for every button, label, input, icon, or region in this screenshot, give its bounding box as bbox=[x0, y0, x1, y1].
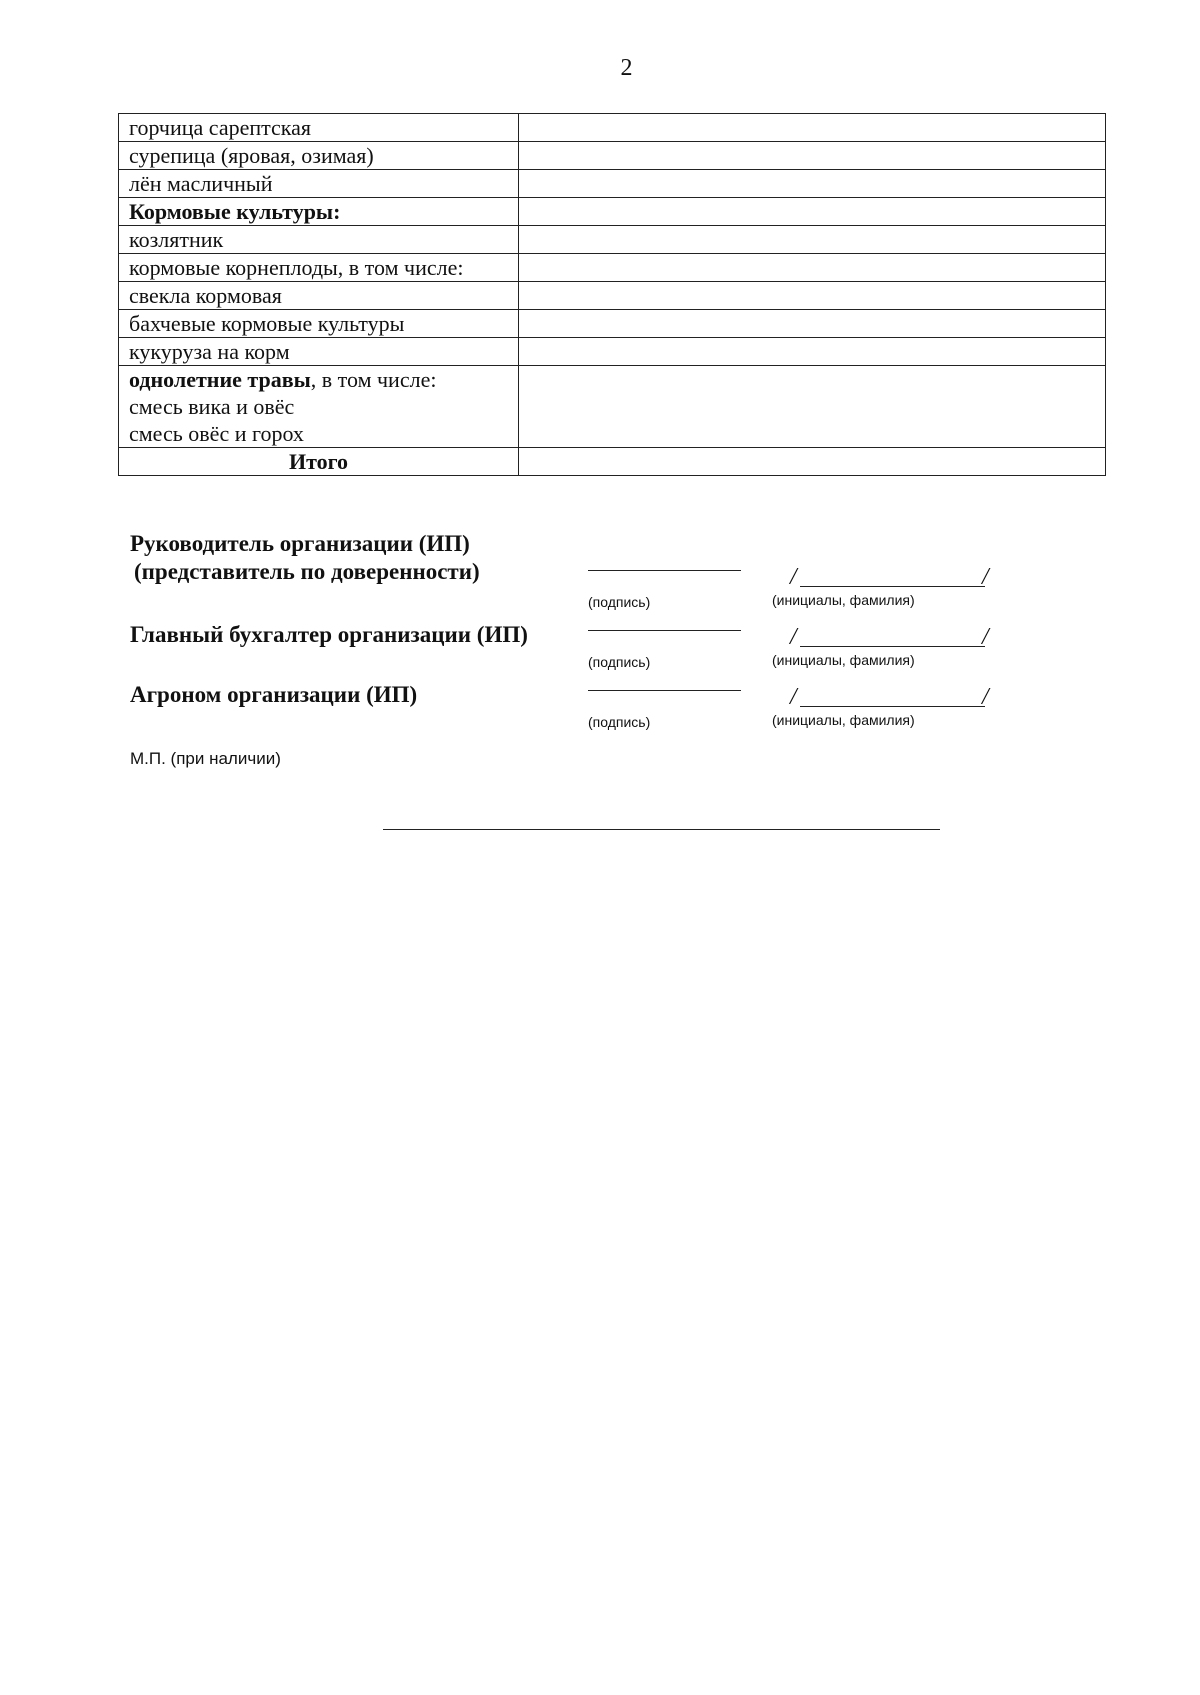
annual-grasses-title-rest: , в том числе: bbox=[310, 367, 437, 392]
agronomist-name-field[interactable] bbox=[800, 706, 985, 707]
accountant-slash-right: / bbox=[982, 624, 989, 650]
row-label: горчица сарептская bbox=[119, 114, 519, 142]
row-value-cell[interactable] bbox=[519, 142, 1106, 170]
agronomist-slash-left: / bbox=[790, 684, 797, 710]
head-subtitle: (представитель по доверенности) bbox=[134, 559, 480, 584]
table-row bbox=[119, 282, 1106, 310]
head-name-caption: (инициалы, фамилия) bbox=[772, 592, 915, 608]
agronomist-name-caption: (инициалы, фамилия) bbox=[772, 712, 915, 728]
row-value-cell[interactable] bbox=[519, 366, 1106, 448]
head-name-field[interactable] bbox=[800, 586, 985, 587]
annual-grasses-item: смесь овёс и горох bbox=[129, 421, 304, 446]
row-label: свекла кормовая bbox=[119, 282, 519, 310]
head-slash-right: / bbox=[982, 564, 989, 590]
head-title: Руководитель организации (ИП) bbox=[130, 531, 470, 556]
row-value-cell[interactable] bbox=[519, 170, 1106, 198]
page-number: 2 bbox=[620, 55, 633, 81]
agronomist-signature-field[interactable] bbox=[588, 690, 741, 691]
row-label: кукуруза на корм bbox=[119, 338, 519, 366]
head-signature-field[interactable] bbox=[588, 570, 741, 571]
accountant-signature-caption: (подпись) bbox=[588, 654, 651, 670]
row-value-cell[interactable] bbox=[519, 254, 1106, 282]
section-heading: Кормовые культуры: bbox=[119, 198, 519, 226]
table-row bbox=[119, 114, 1106, 142]
end-divider bbox=[383, 829, 940, 830]
accountant-name-field[interactable] bbox=[800, 646, 985, 647]
annual-grasses-label bbox=[119, 366, 519, 448]
table-row-total bbox=[119, 448, 1106, 476]
accountant-title: Главный бухгалтер организации (ИП) bbox=[130, 622, 528, 647]
total-label: Итого bbox=[119, 448, 519, 476]
seal-note: М.П. (при наличии) bbox=[130, 749, 281, 768]
row-label: сурепица (яровая, озимая) bbox=[119, 142, 519, 170]
annual-grasses-item: смесь вика и овёс bbox=[129, 394, 295, 419]
row-value-cell[interactable] bbox=[519, 226, 1106, 254]
row-value-cell[interactable] bbox=[519, 310, 1106, 338]
row-value-cell[interactable] bbox=[519, 338, 1106, 366]
row-value-cell[interactable] bbox=[519, 198, 1106, 226]
crop-table bbox=[118, 113, 1106, 476]
table-row bbox=[119, 226, 1106, 254]
head-signature-caption: (подпись) bbox=[588, 594, 651, 610]
table-row-annual-grasses bbox=[119, 366, 1106, 448]
row-value-cell[interactable] bbox=[519, 114, 1106, 142]
row-label: кормовые корнеплоды, в том числе: bbox=[119, 254, 519, 282]
row-label: бахчевые кормовые культуры bbox=[119, 310, 519, 338]
table-row bbox=[119, 198, 1106, 226]
accountant-name-caption: (инициалы, фамилия) bbox=[772, 652, 915, 668]
agronomist-title: Агроном организации (ИП) bbox=[130, 682, 418, 707]
annual-grasses-title: однолетние травы bbox=[129, 367, 311, 392]
table-row bbox=[119, 170, 1106, 198]
table-row bbox=[119, 254, 1106, 282]
row-label: лён масличный bbox=[119, 170, 519, 198]
row-value-cell[interactable] bbox=[519, 282, 1106, 310]
table-row bbox=[119, 142, 1106, 170]
accountant-slash-left: / bbox=[790, 624, 797, 650]
table-row bbox=[119, 310, 1106, 338]
agronomist-slash-right: / bbox=[982, 684, 989, 710]
total-value-cell[interactable] bbox=[519, 448, 1106, 476]
accountant-signature-field[interactable] bbox=[588, 630, 741, 631]
head-slash-left: / bbox=[790, 564, 797, 590]
row-label: козлятник bbox=[119, 226, 519, 254]
agronomist-signature-caption: (подпись) bbox=[588, 714, 651, 730]
table-row bbox=[119, 338, 1106, 366]
